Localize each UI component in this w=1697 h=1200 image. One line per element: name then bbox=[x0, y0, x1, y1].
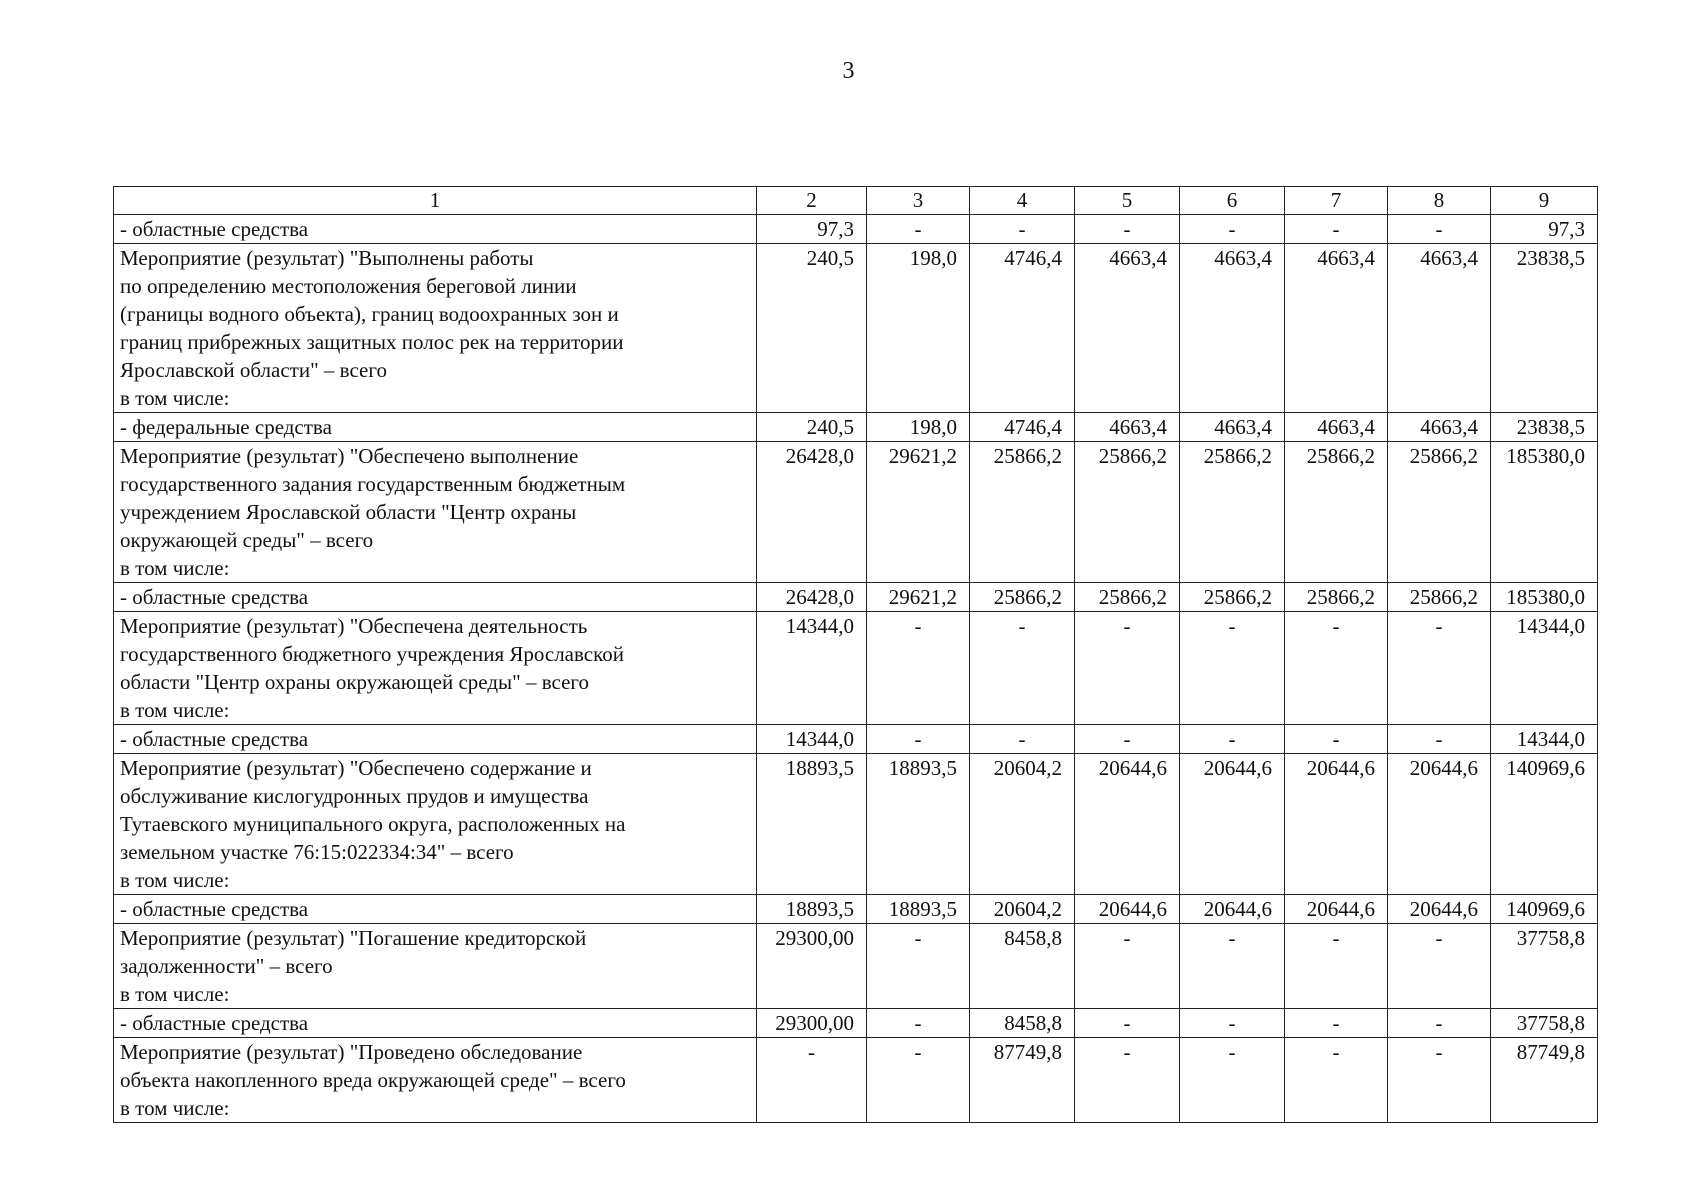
description-line: Мероприятие (результат) "Погашение кредиторской bbox=[120, 926, 587, 950]
value-cell-col-8: - bbox=[1388, 215, 1491, 244]
description-line: Мероприятие (результат) "Обеспечено содержание и bbox=[120, 756, 592, 780]
value-cell-col-9: 140969,6 bbox=[1491, 754, 1598, 895]
value-cell-col-7: 20644,6 bbox=[1285, 754, 1388, 895]
value-cell-col-3: - bbox=[867, 1038, 970, 1123]
value-cell-col-2: - bbox=[757, 1038, 867, 1123]
description-line: в том числе: bbox=[120, 1096, 230, 1120]
column-header-2: 2 bbox=[757, 187, 867, 215]
description-line: - областные средства bbox=[120, 585, 309, 609]
value-cell-col-6: - bbox=[1180, 924, 1285, 1009]
row-description bbox=[114, 583, 757, 612]
page-number: 3 bbox=[842, 58, 855, 84]
value-cell-col-8: - bbox=[1388, 725, 1491, 754]
row-description bbox=[114, 895, 757, 924]
description-line: Мероприятие (результат) "Выполнены работы bbox=[120, 246, 534, 270]
value-cell-col-9: 97,3 bbox=[1491, 215, 1598, 244]
row-description bbox=[114, 413, 757, 442]
value-cell-col-8: - bbox=[1388, 1038, 1491, 1123]
value-cell-col-3: - bbox=[867, 215, 970, 244]
value-cell-col-7: 4663,4 bbox=[1285, 244, 1388, 413]
value-cell-col-5: 4663,4 bbox=[1075, 413, 1180, 442]
value-cell-col-8: - bbox=[1388, 924, 1491, 1009]
description-line: границ прибрежных защитных полос рек на территории bbox=[120, 330, 624, 354]
description-line: - областные средства bbox=[120, 1011, 309, 1035]
value-cell-col-5: 4663,4 bbox=[1075, 244, 1180, 413]
value-cell-col-9: 23838,5 bbox=[1491, 244, 1598, 413]
value-cell-col-7: - bbox=[1285, 725, 1388, 754]
value-cell-col-5: 25866,2 bbox=[1075, 442, 1180, 583]
row-description bbox=[114, 1038, 757, 1123]
description-line: в том числе: bbox=[120, 698, 230, 722]
value-cell-col-8: - bbox=[1388, 612, 1491, 725]
row-description bbox=[114, 1009, 757, 1038]
value-cell-col-6: 25866,2 bbox=[1180, 583, 1285, 612]
value-cell-col-9: 140969,6 bbox=[1491, 895, 1598, 924]
header-row bbox=[114, 187, 1598, 215]
value-cell-col-5: 20644,6 bbox=[1075, 895, 1180, 924]
value-cell-col-7: - bbox=[1285, 215, 1388, 244]
value-cell-col-5: - bbox=[1075, 215, 1180, 244]
value-cell-col-9: 23838,5 bbox=[1491, 413, 1598, 442]
value-cell-col-4: - bbox=[970, 725, 1075, 754]
description-line: Ярославской области" – всего bbox=[120, 358, 387, 382]
value-cell-col-5: - bbox=[1075, 1009, 1180, 1038]
budget-table bbox=[113, 186, 1598, 1123]
description-line: - областные средства bbox=[120, 217, 309, 241]
description-line: в том числе: bbox=[120, 556, 230, 580]
row-description bbox=[114, 924, 757, 1009]
description-line: учреждением Ярославской области "Центр охраны bbox=[120, 500, 577, 524]
description-line: государственного задания государственным бюджетным bbox=[120, 472, 626, 496]
description-line: обслуживание кислогудронных прудов и имущества bbox=[120, 784, 589, 808]
value-cell-col-8: 4663,4 bbox=[1388, 413, 1491, 442]
value-cell-col-9: 87749,8 bbox=[1491, 1038, 1598, 1123]
column-header-1: 1 bbox=[114, 187, 757, 215]
value-cell-col-6: 25866,2 bbox=[1180, 442, 1285, 583]
value-cell-col-7: 25866,2 bbox=[1285, 442, 1388, 583]
description-line: задолженности" – всего bbox=[120, 954, 333, 978]
value-cell-col-3: 198,0 bbox=[867, 413, 970, 442]
value-cell-col-6: - bbox=[1180, 612, 1285, 725]
table-row bbox=[114, 725, 1598, 754]
value-cell-col-6: 4663,4 bbox=[1180, 244, 1285, 413]
table-body bbox=[114, 187, 1598, 1123]
description-line: окружающей среды" – всего bbox=[120, 528, 374, 552]
column-header-6: 6 bbox=[1180, 187, 1285, 215]
value-cell-col-3: - bbox=[867, 1009, 970, 1038]
table-row bbox=[114, 413, 1598, 442]
description-line: Мероприятие (результат) "Обеспечена деятельность bbox=[120, 614, 588, 638]
description-line: - федеральные средства bbox=[120, 415, 332, 439]
table-row bbox=[114, 1038, 1598, 1123]
row-description bbox=[114, 612, 757, 725]
value-cell-col-6: 4663,4 bbox=[1180, 413, 1285, 442]
value-cell-col-2: 18893,5 bbox=[757, 754, 867, 895]
column-header-7: 7 bbox=[1285, 187, 1388, 215]
value-cell-col-6: - bbox=[1180, 215, 1285, 244]
row-description bbox=[114, 725, 757, 754]
value-cell-col-2: 26428,0 bbox=[757, 442, 867, 583]
description-line: в том числе: bbox=[120, 868, 230, 892]
column-header-5: 5 bbox=[1075, 187, 1180, 215]
value-cell-col-4: 25866,2 bbox=[970, 583, 1075, 612]
value-cell-col-3: 18893,5 bbox=[867, 754, 970, 895]
value-cell-col-4: 87749,8 bbox=[970, 1038, 1075, 1123]
value-cell-col-2: 240,5 bbox=[757, 244, 867, 413]
value-cell-col-3: 29621,2 bbox=[867, 583, 970, 612]
value-cell-col-7: - bbox=[1285, 924, 1388, 1009]
value-cell-col-5: - bbox=[1075, 924, 1180, 1009]
row-description bbox=[114, 442, 757, 583]
description-line: по определению местоположения береговой линии bbox=[120, 274, 577, 298]
value-cell-col-3: 198,0 bbox=[867, 244, 970, 413]
table-row bbox=[114, 215, 1598, 244]
value-cell-col-8: 4663,4 bbox=[1388, 244, 1491, 413]
value-cell-col-2: 29300,00 bbox=[757, 1009, 867, 1038]
value-cell-col-7: 4663,4 bbox=[1285, 413, 1388, 442]
value-cell-col-6: 20644,6 bbox=[1180, 754, 1285, 895]
description-line: области "Центр охраны окружающей среды" – всего bbox=[120, 670, 589, 694]
value-cell-col-3: - bbox=[867, 612, 970, 725]
value-cell-col-4: 20604,2 bbox=[970, 895, 1075, 924]
value-cell-col-5: 25866,2 bbox=[1075, 583, 1180, 612]
description-line: в том числе: bbox=[120, 982, 230, 1006]
table-row bbox=[114, 754, 1598, 895]
description-line: - областные средства bbox=[120, 727, 309, 751]
value-cell-col-2: 97,3 bbox=[757, 215, 867, 244]
value-cell-col-3: - bbox=[867, 924, 970, 1009]
value-cell-col-6: - bbox=[1180, 725, 1285, 754]
value-cell-col-2: 26428,0 bbox=[757, 583, 867, 612]
value-cell-col-2: 14344,0 bbox=[757, 612, 867, 725]
value-cell-col-4: 25866,2 bbox=[970, 442, 1075, 583]
table-row bbox=[114, 1009, 1598, 1038]
description-line: Мероприятие (результат) "Проведено обследование bbox=[120, 1040, 583, 1064]
value-cell-col-8: 25866,2 bbox=[1388, 442, 1491, 583]
value-cell-col-3: - bbox=[867, 725, 970, 754]
value-cell-col-6: - bbox=[1180, 1038, 1285, 1123]
value-cell-col-7: 25866,2 bbox=[1285, 583, 1388, 612]
value-cell-col-7: - bbox=[1285, 612, 1388, 725]
value-cell-col-2: 18893,5 bbox=[757, 895, 867, 924]
value-cell-col-8: 20644,6 bbox=[1388, 895, 1491, 924]
description-line: Тутаевского муниципального округа, расположенных на bbox=[120, 812, 626, 836]
value-cell-col-9: 37758,8 bbox=[1491, 924, 1598, 1009]
row-description bbox=[114, 215, 757, 244]
table-row bbox=[114, 895, 1598, 924]
description-line: государственного бюджетного учреждения Ярославской bbox=[120, 642, 624, 666]
value-cell-col-5: 20644,6 bbox=[1075, 754, 1180, 895]
value-cell-col-9: 37758,8 bbox=[1491, 1009, 1598, 1038]
value-cell-col-7: - bbox=[1285, 1038, 1388, 1123]
value-cell-col-4: 4746,4 bbox=[970, 244, 1075, 413]
column-header-3: 3 bbox=[867, 187, 970, 215]
value-cell-col-9: 185380,0 bbox=[1491, 583, 1598, 612]
table-row bbox=[114, 244, 1598, 413]
value-cell-col-7: 20644,6 bbox=[1285, 895, 1388, 924]
value-cell-col-4: 8458,8 bbox=[970, 924, 1075, 1009]
value-cell-col-4: 4746,4 bbox=[970, 413, 1075, 442]
table-row bbox=[114, 583, 1598, 612]
value-cell-col-3: 18893,5 bbox=[867, 895, 970, 924]
description-line: Мероприятие (результат) "Обеспечено выполнение bbox=[120, 444, 579, 468]
value-cell-col-7: - bbox=[1285, 1009, 1388, 1038]
value-cell-col-8: 20644,6 bbox=[1388, 754, 1491, 895]
value-cell-col-9: 185380,0 bbox=[1491, 442, 1598, 583]
value-cell-col-6: 20644,6 bbox=[1180, 895, 1285, 924]
value-cell-col-4: 20604,2 bbox=[970, 754, 1075, 895]
value-cell-col-2: 14344,0 bbox=[757, 725, 867, 754]
value-cell-col-9: 14344,0 bbox=[1491, 612, 1598, 725]
row-description bbox=[114, 754, 757, 895]
value-cell-col-9: 14344,0 bbox=[1491, 725, 1598, 754]
table-row bbox=[114, 442, 1598, 583]
value-cell-col-4: 8458,8 bbox=[970, 1009, 1075, 1038]
column-header-8: 8 bbox=[1388, 187, 1491, 215]
value-cell-col-5: - bbox=[1075, 1038, 1180, 1123]
value-cell-col-6: - bbox=[1180, 1009, 1285, 1038]
description-line: - областные средства bbox=[120, 897, 309, 921]
column-header-9: 9 bbox=[1491, 187, 1598, 215]
row-description bbox=[114, 244, 757, 413]
value-cell-col-2: 29300,00 bbox=[757, 924, 867, 1009]
column-header-4: 4 bbox=[970, 187, 1075, 215]
description-line: объекта накопленного вреда окружающей среде" – всего bbox=[120, 1068, 626, 1092]
value-cell-col-2: 240,5 bbox=[757, 413, 867, 442]
value-cell-col-5: - bbox=[1075, 612, 1180, 725]
table-row bbox=[114, 924, 1598, 1009]
value-cell-col-8: - bbox=[1388, 1009, 1491, 1038]
description-line: в том числе: bbox=[120, 386, 230, 410]
value-cell-col-4: - bbox=[970, 215, 1075, 244]
value-cell-col-4: - bbox=[970, 612, 1075, 725]
table-row bbox=[114, 612, 1598, 725]
value-cell-col-5: - bbox=[1075, 725, 1180, 754]
value-cell-col-3: 29621,2 bbox=[867, 442, 970, 583]
description-line: (границы водного объекта), границ водоохранных зон и bbox=[120, 302, 619, 326]
value-cell-col-8: 25866,2 bbox=[1388, 583, 1491, 612]
description-line: земельном участке 76:15:022334:34" – всего bbox=[120, 840, 514, 864]
